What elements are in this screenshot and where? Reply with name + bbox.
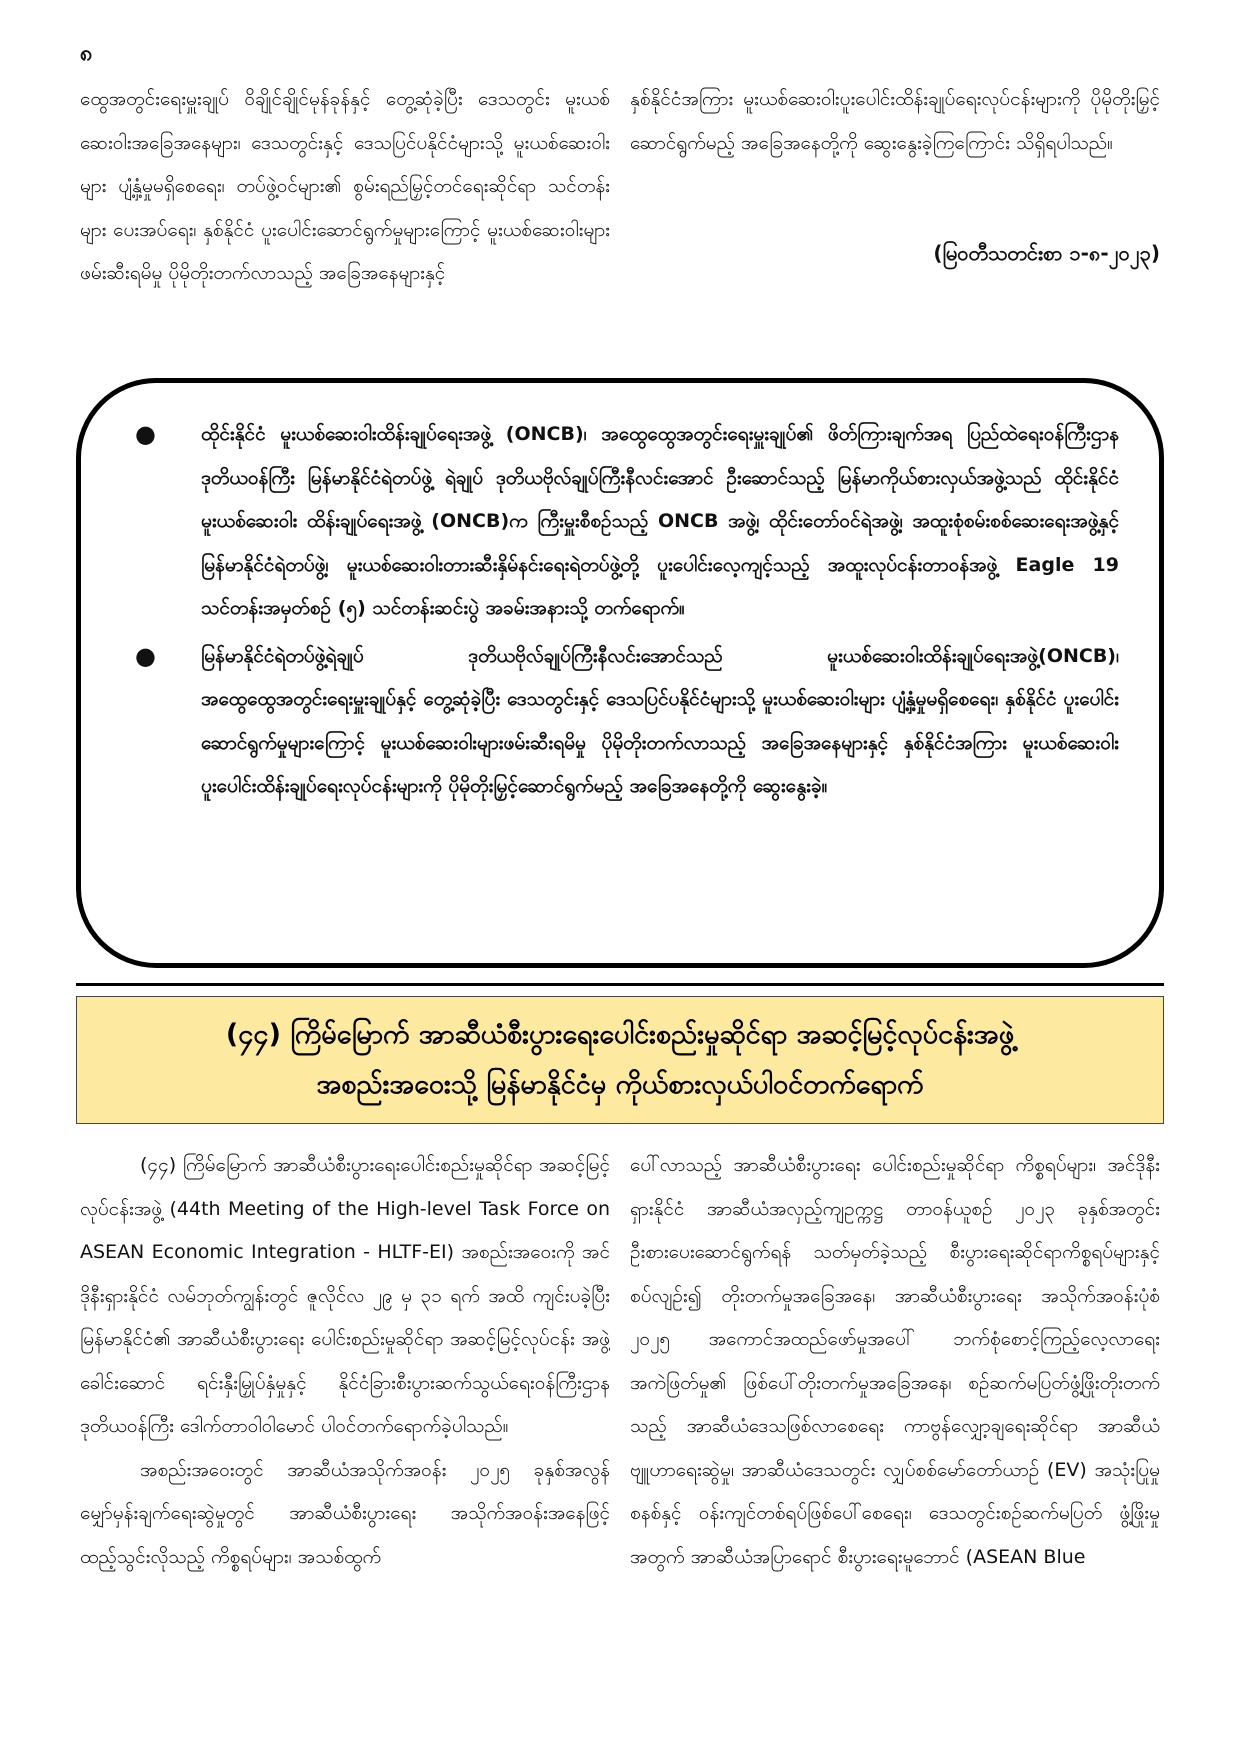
bottom-article-paragraph-1: (၄၄) ကြိမ်မြောက် အာဆီယံစီးပွားရေးပေါင်းစည်းမှုဆိုင်ရာ အဆင့်မြင့်လုပ်ငန်းအဖွဲ့ (44th Meeting of the High-level Task Force on ASEAN Economic Integration - HLTF-EI) အစည်းအဝေးကို အင်ဒိုနီးရှားနိုင်ငံ လမ်ဘုတ်ကျွန်းတွင် ဇူလိုင်လ ၂၉ မှ ၃၁ ရက် အထိ ကျင်းပခဲ့ပြီး မြန်မာနိုင်ငံ၏ အာဆီယံစီးပွားရေး ပေါင်းစည်းမှုဆိုင်ရာ အဆင့်မြင့်လုပ်ငန်း အဖွဲ့ခေါင်းဆောင် ရင်းနှီးမြှုပ်နှံမှုနှင့် နိုင်ငံခြားစီးပွားဆက်သွယ်ရေးဝန်ကြီးဌာန ဒုတိယဝန်ကြီး ဒေါက်တာဝါဝါမောင် ပါဝင်တက်ရောက်ခဲ့ပါသည်။ [80, 1154, 610, 1437]
bottom-article-right-paragraph: ပေါ်လာသည့် အာဆီယံစီးပွားရေး ပေါင်းစည်းမှုဆိုင်ရာ ကိစ္စရပ်များ၊ အင်ဒိုနီးရှားနိုင်ငံ အာဆီယံအလှည့်ကျဥက္ကဋ္ဌ တာဝန်ယူစဉ် ၂၀၂၃ ခုနှစ်အတွင်း ဦးစားပေးဆောင်ရွက်ရန် သတ်မှတ်ခဲ့သည့် စီးပွားရေးဆိုင်ရာကိစ္စရပ်များနှင့် စပ်လျဉ်း၍ တိုးတက်မှုအခြေအနေ၊ အာဆီယံစီးပွားရေး အသိုက်အဝန်းပုံစံ ၂၀၂၅ အကောင်အထည်ဖော်မှုအပေါ် ဘက်စုံစောင့်ကြည့်လေ့လာရေး အကဲဖြတ်မှု၏ ဖြစ်ပေါ်တိုးတက်မှုအခြေအနေ၊ စဉ်ဆက်မပြတ်ဖွံ့ဖြိုးတိုးတက်သည့် အာဆီယံဒေသဖြစ်လာစေရေး ကာဗွန်လျှော့ချရေးဆိုင်ရာ အာဆီယံဗျူဟာရေးဆွဲမှု၊ အာဆီယံဒေသတွင်း လျှပ်စစ်မော်တော်ယာဉ် (EV) အသုံးပြုမှုစနစ်နှင့် ဝန်းကျင်တစ်ရပ်ဖြစ်ပေါ်စေရေး၊ ဒေသတွင်းစဉ်ဆက်မပြတ် ဖွံ့ဖြိုးမှုအတွက် အာဆီယံအပြာရောင် စီးပွားရေးမူဘောင် (ASEAN Blue [630, 1154, 1160, 1568]
summary-list-item [121, 635, 1119, 809]
summary-item-text: မြန်မာနိုင်ငံရဲတပ်ဖွဲ့ရဲချုပ် ဒုတိယဗိုလ်ချုပ်ကြီးနီလင်းအောင်သည် မူးယစ်ဆေးဝါးထိန်းချုပ်ရေးအဖွဲ့(ONCB)၊ အထွေထွေအတွင်းရေးမှူးချုပ်နှင့် တွေ့ဆုံခဲ့ပြီး ဒေသတွင်းနှင့် ဒေသပြင်ပနိုင်ငံများသို့ မူးယစ်ဆေးဝါးများ ပျံ့နှံ့မှုမရှိစေရေး၊ နှစ်နိုင်ငံ ပူးပေါင်းဆောင်ရွက်မှုများကြောင့် မူးယစ်ဆေးဝါးများဖမ်းဆီးရမိမှု ပိုမိုတိုးတက်လာသည့် အခြေအနေများနှင့် နှစ်နိုင်ငံအကြား မူးယစ်ဆေးဝါးပူးပေါင်းထိန်းချုပ်ရေးလုပ်ငန်းများကို ပိုမိုတိုးမြှင့်ဆောင်ရွက်မည့် အခြေအနေတို့ကို ဆွေးနွေးခဲ့။ [201, 644, 1119, 797]
summary-list [81, 383, 1159, 809]
top-article-right-column [630, 78, 1160, 218]
headline-line-1: (၄၄) ကြိမ်မြောက် အာဆီယံစီးပွားရေးပေါင်းစည်းမှုဆိုင်ရာ အဆင့်မြင့်လုပ်ငန်းအဖွဲ့ [225, 1019, 1015, 1050]
top-article-left-paragraph: ထွေအတွင်းရေးမှူးချုပ် ဝိချိုင်ချိုင်မုန်ခုန်နှင့် တွေ့ဆုံခဲ့ပြီး ဒေသတွင်း မူးယစ်ဆေးဝါးအခြေအနေများ၊ ဒေသတွင်းနှင့် ဒေသပြင်ပနိုင်ငံများသို့ မူးယစ်ဆေးဝါးများ ပျံ့နှံ့မှုမရှိစေရေး၊ တပ်ဖွဲ့ဝင်များ၏ စွမ်းရည်မြှင့်တင်ရေးဆိုင်ရာ သင်တန်းများ ပေးအပ်ရေး၊ နှစ်နိုင်ငံ ပူးပေါင်းဆောင်ရွက်မှုများကြောင့် မူးယစ်ဆေးဝါးများ ဖမ်းဆီးရမိမှု ပိုမိုတိုးတက်လာသည့် အခြေအနေများနှင့် [80, 88, 610, 284]
headline-box [76, 996, 1164, 1124]
summary-box [76, 378, 1164, 968]
section-divider [76, 983, 1164, 986]
top-article-left-column [80, 78, 610, 340]
bullet-icon: ● [135, 420, 156, 448]
headline-line-2: အစည်းအဝေးသို့ မြန်မာနိုင်ငံမှ ကိုယ်စားလှယ်ပါဝင်တက်ရောက် [316, 1069, 924, 1100]
bullet-icon: ● [135, 641, 156, 670]
bottom-article-left-column [80, 1144, 610, 1734]
summary-item-text: ထိုင်းနိုင်ငံ မူးယစ်ဆေးဝါးထိန်းချုပ်ရေးအဖွဲ့ (ONCB)၊ အထွေထွေအတွင်းရေးမှူးချုပ်၏ ဖိတ်ကြားချက်အရ ပြည်ထဲရေးဝန်ကြီးဌာန ဒုတိယဝန်ကြီး မြန်မာနိုင်ငံရဲတပ်ဖွဲ့ ရဲချုပ် ဒုတိယဗိုလ်ချုပ်ကြီးနီလင်းအောင် ဦးဆောင်သည့် မြန်မာကိုယ်စားလှယ်အဖွဲ့သည် ထိုင်းနိုင်ငံမူးယစ်ဆေးဝါး ထိန်းချုပ်ရေးအဖွဲ့ (ONCB)က ကြီးမှူးစီစဉ်သည့် ONCB အဖွဲ့၊ ထိုင်းတော်ဝင်ရဲအဖွဲ့၊ အထူးစုံစမ်းစစ်ဆေးရေးအဖွဲ့နှင့် မြန်မာနိုင်ငံရဲတပ်ဖွဲ့၊ မူးယစ်ဆေးဝါးတားဆီးနှိမ်နင်းရေးရဲတပ်ဖွဲ့တို့ ပူးပေါင်းလေ့ကျင့်သည့် အထူးလုပ်ငန်းတာဝန်အဖွဲ့ Eagle 19 သင်တန်းအမှတ်စဉ် (၅) သင်တန်းဆင်းပွဲ အခမ်းအနားသို့ တက်ရောက်။ [201, 423, 1119, 619]
page-number: ၈ [80, 41, 93, 66]
bottom-article-paragraph-2: အစည်းအဝေးတွင် အာဆီယံအသိုက်အဝန်း ၂၀၂၅ ခုနှစ်အလွန် မျှော်မှန်းချက်ရေးဆွဲမှုတွင် အာဆီယံစီးပွားရေး အသိုက်အဝန်းအနေဖြင့် ထည့်သွင်းလိုသည့် ကိစ္စရပ်များ၊ အသစ်ထွက် [80, 1458, 610, 1568]
summary-list-item [121, 413, 1119, 631]
top-article-right-paragraph: နှစ်နိုင်ငံအကြား မူးယစ်ဆေးဝါးပူးပေါင်းထိန်းချုပ်ရေးလုပ်ငန်းများကို ပိုမိုတိုးမြှင့်ဆောင်ရွက်မည့် အခြေအနေတို့ကို ဆွေးနွေးခဲ့ကြကြောင်း သိရှိရပါသည်။ [630, 88, 1160, 154]
news-source-citation: (မြဝတီသတင်းစာ ၁-၈-၂၀၂၃) [933, 241, 1160, 265]
bottom-article-right-column [630, 1144, 1160, 1734]
